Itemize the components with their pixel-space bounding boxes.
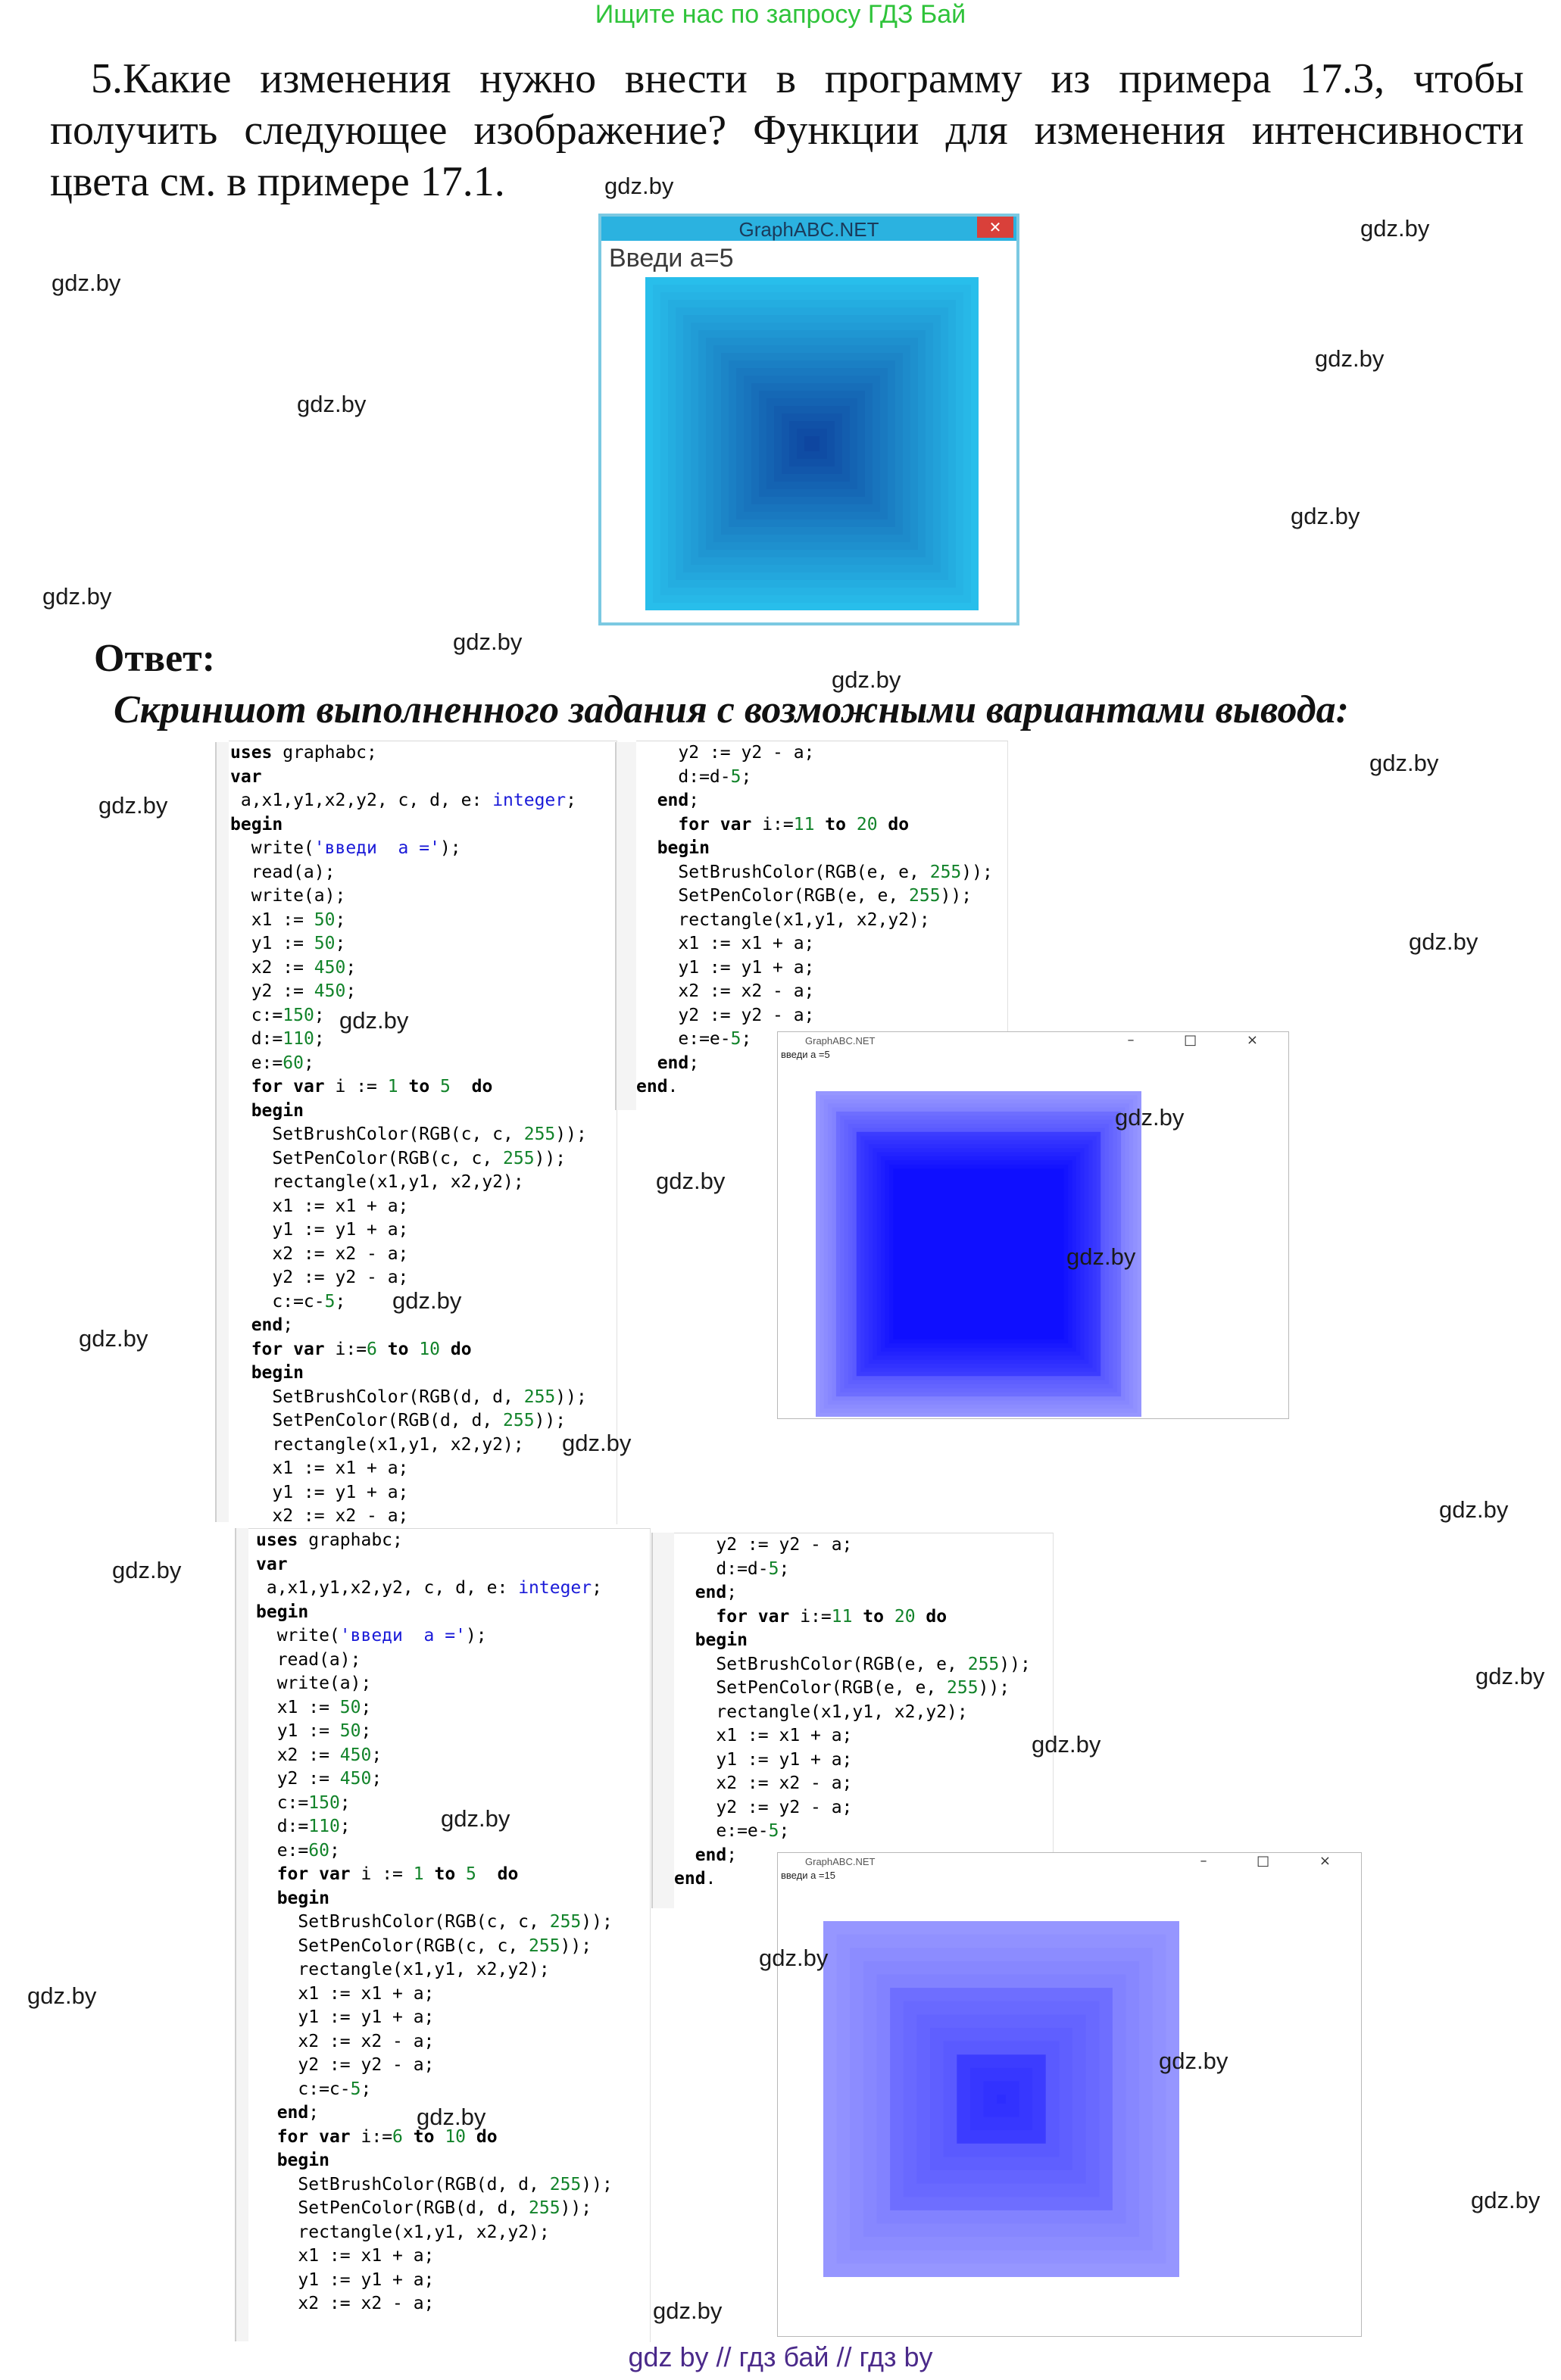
code-line: d:=110; — [230, 1029, 325, 1049]
code-line: y1 := y1 + a; — [256, 2269, 435, 2290]
watermark: gdz.by — [1475, 1663, 1545, 1689]
code-line: x1 := x1 + a; — [256, 1983, 435, 2004]
code-line: x2 := x2 - a; — [256, 2031, 435, 2051]
code-line: for var i:=11 to 20 do — [716, 1606, 948, 1627]
code-line: read(a); — [256, 1649, 361, 1670]
code-line: y2 := 450; — [230, 981, 357, 1001]
watermark: gdz.by — [339, 1007, 409, 1034]
code-line: x2 := x2 - a; — [636, 981, 815, 1001]
code-line: y2 := y2 - a; — [636, 743, 815, 763]
window-title: GraphABC.NET — [805, 1856, 876, 1867]
code-line: end; — [657, 791, 700, 810]
footer-links[interactable]: gdz by // гдз бай // гдз by — [628, 2341, 933, 2372]
watermark: gdz.by — [1032, 1731, 1101, 1758]
square — [893, 1168, 1064, 1340]
code-line: c:=c-5; — [230, 1291, 346, 1312]
code-line: begin — [695, 1630, 748, 1650]
gradient-squares-drawing — [645, 277, 979, 610]
code-line: x2 := x2 - a; — [230, 1506, 409, 1526]
watermark: gdz.by — [112, 1557, 182, 1583]
code-line: y2 := y2 - a; — [256, 2055, 435, 2075]
code-line: x1 := x1 + a; — [230, 1458, 409, 1478]
code-line: y2 := y2 - a; — [674, 1535, 853, 1555]
code-line: x2 := x2 - a; — [230, 1243, 409, 1264]
code-line: begin — [251, 1100, 304, 1121]
code-line: y2 := y2 - a; — [674, 1797, 853, 1817]
code-line: e:=e-5; — [674, 1821, 790, 1841]
code-line: end. — [674, 1869, 716, 1889]
code-line: x2 := x2 - a; — [674, 1773, 853, 1793]
code-line: x1 := x1 + a; — [674, 1726, 853, 1745]
code-line: SetPenColor(RGB(e, e, 255)); — [674, 1678, 1010, 1698]
code-line: SetBrushColor(RGB(d, d, 255)); — [256, 2174, 613, 2194]
code-line: c:=150; — [256, 1792, 351, 1813]
task-text-content: 5.Какие изменения нужно внести в программу из примера 17.3, чтобы получить следующее изображение? Функции для изменения интенсивности цвета см. в примере 17.1. — [50, 55, 1524, 205]
task-text — [50, 53, 1524, 207]
code-line: d:=d-5; — [636, 766, 752, 787]
watermark: gdz.by — [52, 270, 121, 296]
code-line: x1 := x1 + a; — [230, 1196, 409, 1216]
watermark: gdz.by — [1439, 1496, 1509, 1523]
code-panel-left — [248, 1528, 651, 2342]
watermark: gdz.by — [653, 2297, 723, 2324]
watermark: gdz.by — [1409, 928, 1478, 955]
watermark: gdz.by — [562, 1430, 632, 1456]
window-controls[interactable]: – □ × — [1200, 1853, 1353, 1869]
close-icon: ✕ — [977, 217, 1013, 238]
code-line: y2 := y2 - a; — [230, 1268, 409, 1287]
watermark: gdz.by — [42, 583, 112, 610]
watermark: gdz.by — [297, 391, 367, 417]
code-line: SetPenColor(RGB(e, e, 255)); — [636, 886, 973, 906]
code-line: c:=150; — [230, 1005, 325, 1025]
code-line: x2 := 450; — [230, 957, 357, 978]
code-line: read(a); — [230, 862, 336, 882]
code-line: begin — [276, 1888, 329, 1908]
code-line: SetBrushColor(RGB(e, e, 255)); — [636, 862, 993, 882]
code-line: x1 := 50; — [256, 1697, 372, 1717]
watermark: gdz.by — [79, 1325, 148, 1352]
window-title: GraphABC.NET — [738, 218, 879, 241]
code-line: write('введи a ='); — [256, 1626, 487, 1645]
code-line: SetBrushColor(RGB(c, c, 255)); — [230, 1124, 587, 1144]
watermark: gdz.by — [441, 1805, 510, 1832]
editor-gutter — [651, 1533, 676, 1908]
watermark: gdz.by — [604, 173, 674, 199]
code-line: d:=d-5; — [674, 1558, 790, 1579]
answer-title: Ответ: — [94, 637, 216, 680]
watermark: gdz.by — [1159, 2048, 1229, 2074]
square — [997, 2095, 1006, 2104]
code-line: rectangle(x1,y1, x2,y2); — [256, 2222, 550, 2242]
code-line: begin — [230, 814, 283, 834]
code-line: x2 := 450; — [256, 1745, 382, 1765]
code-line: SetBrushColor(RGB(c, c, 255)); — [256, 1912, 613, 1932]
code-line: for var i:=6 to 10 do — [251, 1339, 472, 1359]
code-line: end. — [636, 1077, 679, 1096]
code-line: rectangle(x1,y1, x2,y2); — [256, 1960, 550, 1979]
watermark: gdz.by — [27, 1982, 97, 2009]
code-line: begin — [251, 1363, 304, 1383]
watermark: gdz.by — [656, 1168, 726, 1194]
code-line: for var i:=11 to 20 do — [678, 814, 910, 834]
code-line: rectangle(x1,y1, x2,y2); — [636, 909, 930, 930]
code-line: e:=60; — [256, 1840, 340, 1861]
code-line: y1 := 50; — [230, 934, 346, 953]
watermark: gdz.by — [1291, 503, 1360, 529]
code-line: begin — [256, 1602, 309, 1622]
output-window-2 — [777, 1852, 1362, 2337]
watermark: gdz.by — [1360, 215, 1430, 242]
code-line: SetBrushColor(RGB(d, d, 255)); — [230, 1387, 587, 1407]
watermark: gdz.by — [98, 792, 168, 819]
watermark: gdz.by — [1066, 1243, 1136, 1270]
code-line: begin — [657, 838, 710, 858]
code-line: var — [256, 1554, 288, 1574]
watermark: gdz.by — [1471, 2187, 1541, 2213]
code-line: rectangle(x1,y1, x2,y2); — [230, 1172, 524, 1192]
code-line: end; — [695, 1845, 738, 1865]
code-line: e:=60; — [230, 1053, 314, 1073]
window-prompt: Введи а=5 — [609, 244, 734, 273]
top-banner[interactable]: Ищите нас по запросу ГДЗ Бай — [595, 0, 966, 29]
code-line: y1 := y1 + a; — [256, 2007, 435, 2027]
code-line: SetPenColor(RGB(c, c, 255)); — [256, 1936, 592, 1956]
output-squares-drawing — [823, 1921, 1179, 2277]
code-line: x1 := x1 + a; — [256, 2246, 435, 2266]
output-window-1 — [777, 1031, 1289, 1419]
task-graphabc-window — [598, 214, 1019, 625]
code-line: write('введи a ='); — [230, 838, 461, 858]
code-line: rectangle(x1,y1, x2,y2); — [674, 1702, 968, 1722]
watermark: gdz.by — [417, 2104, 486, 2130]
code-line: write(a); — [256, 1673, 372, 1693]
code-line: e:=e-5; — [636, 1029, 752, 1049]
watermark: gdz.by — [1115, 1104, 1185, 1131]
code-line: SetPenColor(RGB(d, d, 255)); — [256, 2198, 592, 2218]
watermark: gdz.by — [1315, 345, 1385, 372]
code-line: begin — [276, 2151, 329, 2170]
code-line: y2 := 450; — [256, 1769, 382, 1789]
watermark: gdz.by — [453, 629, 523, 655]
editor-gutter — [215, 742, 230, 1522]
watermark: gdz.by — [759, 1945, 829, 1971]
code-line: c:=c-5; — [256, 2079, 372, 2099]
code-panel-left — [229, 741, 617, 1524]
window-prompt: введи а =15 — [781, 1870, 835, 1881]
code-line: a,x1,y1,x2,y2, c, d, e: integer; — [256, 1578, 602, 1598]
editor-gutter — [615, 742, 638, 1110]
code-line: uses graphabc; — [230, 743, 377, 763]
code-line: end; — [657, 1053, 700, 1073]
code-line: uses graphabc; — [256, 1530, 403, 1550]
code-line: SetBrushColor(RGB(e, e, 255)); — [674, 1654, 1031, 1674]
editor-gutter — [235, 1528, 250, 2341]
code-line: y1 := y1 + a; — [636, 957, 815, 978]
code-line: for var i := 1 to 5 do — [251, 1077, 493, 1096]
code-line: y1 := y1 + a; — [674, 1749, 853, 1770]
code-line: rectangle(x1,y1, x2,y2); — [230, 1434, 524, 1455]
watermark: gdz.by — [832, 666, 901, 693]
code-line: write(a); — [230, 886, 346, 906]
code-line: var — [230, 766, 262, 787]
watermark: gdz.by — [1369, 750, 1439, 776]
window-title: GraphABC.NET — [805, 1035, 876, 1047]
code-line: y1 := y1 + a; — [230, 1220, 409, 1240]
code-line: for var i := 1 to 5 do — [276, 1864, 519, 1884]
code-line: SetPenColor(RGB(d, d, 255)); — [230, 1411, 567, 1430]
code-line: end; — [695, 1583, 738, 1602]
code-line: end; — [276, 2103, 320, 2123]
code-line: y2 := y2 - a; — [636, 1005, 815, 1025]
window-controls[interactable]: – □ × — [1127, 1032, 1281, 1048]
code-line: y1 := y1 + a; — [230, 1482, 409, 1502]
code-line: x1 := 50; — [230, 909, 346, 930]
code-line: y1 := 50; — [256, 1721, 372, 1741]
code-line: x1 := x1 + a; — [636, 934, 815, 953]
code-line: end; — [251, 1315, 294, 1335]
code-line: for var i:=6 to 10 do — [276, 2126, 498, 2147]
window-prompt: введи а =5 — [781, 1049, 830, 1060]
code-line: SetPenColor(RGB(c, c, 255)); — [230, 1148, 567, 1168]
square — [804, 436, 820, 451]
code-line: x2 := x2 - a; — [256, 2294, 435, 2313]
code-line: a,x1,y1,x2,y2, c, d, e: integer; — [230, 791, 576, 810]
code-line: d:=110; — [256, 1817, 351, 1836]
answer-subtitle: Скриншот выполненного задания с возможными вариантами вывода: — [114, 688, 1349, 731]
watermark: gdz.by — [392, 1287, 462, 1314]
